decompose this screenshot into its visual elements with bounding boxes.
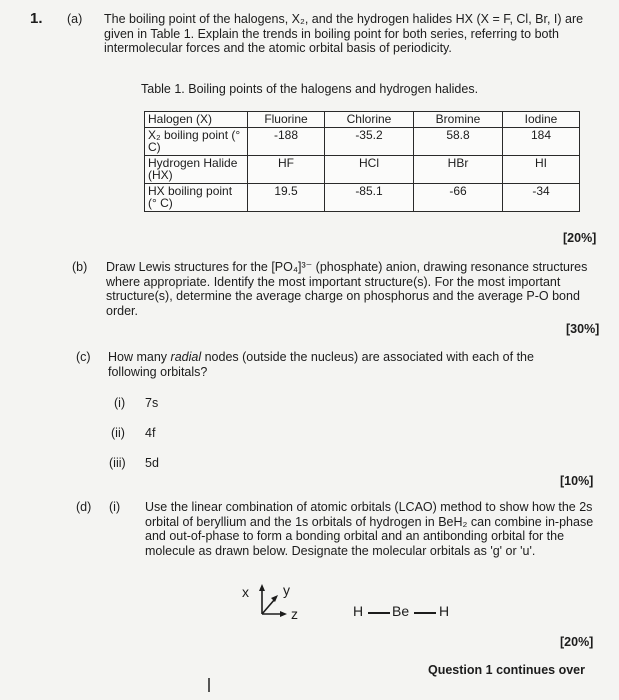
table-cell: Fluorine [248,112,325,128]
question-number: 1. [30,10,43,27]
table-row [145,155,580,183]
part-c-text-start: How many [108,350,171,364]
boiling-point-table [144,111,580,212]
table-cell: Bromine [414,112,503,128]
bond-line [368,612,390,614]
table-cell: HI [503,155,580,183]
part-a-text: The boiling point of the halogens, X₂, and the hydrogen halides HX (X = F, Cl, Br, I) are given in Table 1. Explain the trends in boiling point for both series, referring to both intermolecular forces and the atomic orbital basis of periodicity. [104,12,584,55]
part-c-text-italic: radial [170,350,202,364]
table-cell: -34 [503,183,580,211]
part-b-text: Draw Lewis structures for the [PO₄]³⁻ (phosphate) anion, drawing resonance structures where appropriate. Identify the most important structure(s). For the most important structure(s), determine the average charge on phosphorus and the average P-O bond order. [106,260,588,318]
axis-x-label: x [242,584,249,600]
part-a-label: (a) [67,12,83,26]
table-cell: Chlorine [325,112,414,128]
part-c-text [108,350,578,379]
part-c-marks: [10%] [560,474,594,488]
table-cell: -35.2 [325,127,414,155]
orbital-4f: 4f [145,426,156,440]
part-d-label: (d) [76,500,92,514]
table-cell: HF [248,155,325,183]
atom-h-left: H [353,603,364,619]
axes-diagram [238,582,308,626]
table-cell: -85.1 [325,183,414,211]
table-cell: HX boiling point (° C) [145,183,248,211]
table-cell: 58.8 [414,127,503,155]
part-d-sub-label: (i) [109,500,121,514]
orbital-5d: 5d [145,456,159,470]
table-cell: Iodine [503,112,580,128]
part-a-marks: [20%] [563,231,597,245]
atom-h-right: H [439,603,450,619]
orbital-item-label: (i) [114,396,126,410]
bond-line [414,612,436,614]
stray-mark [208,678,210,692]
continues-note: Question 1 continues over [428,663,585,677]
table-row [145,127,580,155]
part-b-marks: [30%] [566,322,600,336]
orbital-7s: 7s [145,396,159,410]
part-d-text: Use the linear combination of atomic orbitals (LCAO) method to show how the 2s orbital of beryllium and the 1s orbitals of hydrogen in BeH₂ can combine in-phase and out-of-phase to form a bonding orbital and an antibonding orbital for the molecule as drawn below. Designate the molecular orbitals as 'g' or 'u'. [145,500,594,558]
atom-be: Be [392,603,410,619]
table-cell: -188 [248,127,325,155]
table-cell: X₂ boiling point (° C) [145,127,248,155]
orbital-item-label: (ii) [111,426,125,440]
table-row [145,183,580,211]
part-b-label: (b) [72,260,88,274]
part-c-text-end: nodes (outside the nucleus) are associated with each of the following orbitals? [108,350,534,379]
axis-z-label: z [291,606,298,622]
table-cell: 184 [503,127,580,155]
table-row [145,112,580,128]
table-cell: Halogen (X) [145,112,248,128]
table-cell: 19.5 [248,183,325,211]
axis-y-label: y [283,582,290,598]
part-d-marks: [20%] [560,635,594,649]
table-cell: Hydrogen Halide (HX) [145,155,248,183]
table-cell: HBr [414,155,503,183]
orbital-item-label: (iii) [109,456,126,470]
table-caption: Table 1. Boiling points of the halogens and hydrogen halides. [141,82,479,96]
table-cell: HCl [325,155,414,183]
part-c-label: (c) [76,350,91,364]
table-cell: -66 [414,183,503,211]
